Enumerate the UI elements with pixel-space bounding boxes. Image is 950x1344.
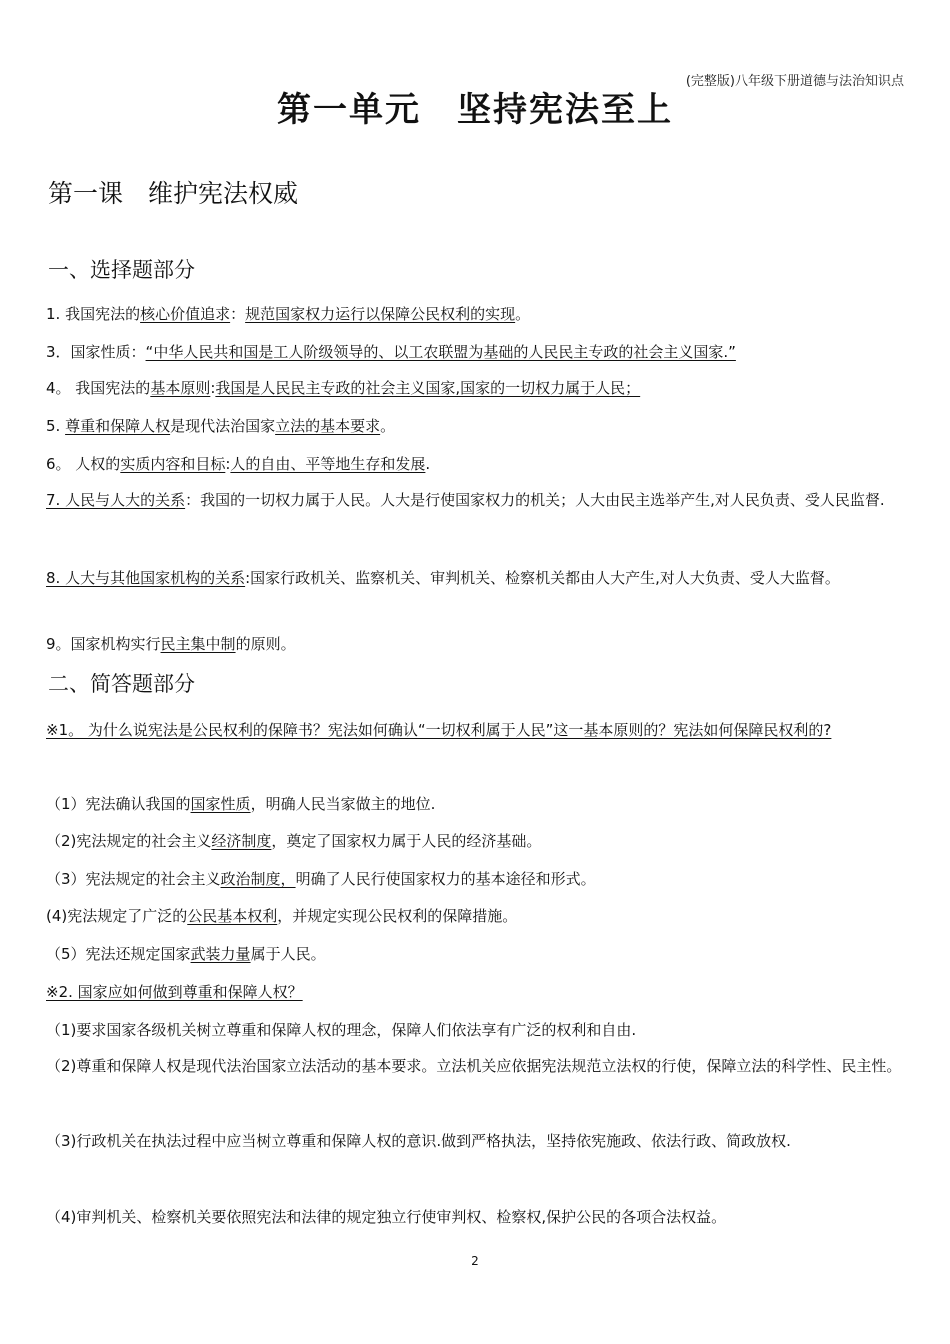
answer-text: ，明确人民当家做主的地位. — [250, 795, 436, 813]
answer-text: （1）宪法确认我国的 — [46, 795, 191, 813]
item-text: :国家行政机关、监察机关、审判机关、检察机关都由人大产生,对人大负责、受人大监督。 — [245, 569, 840, 587]
answer-key-term: 国家性质 — [190, 795, 251, 813]
answer-key-term: 公民基本权利 — [187, 907, 278, 925]
item-text: 。 — [380, 417, 396, 435]
item-text: 的原则。 — [235, 635, 296, 653]
answer-text: （5）宪法还规定国家 — [46, 945, 191, 963]
item-key-term: 民主集中制 — [160, 635, 236, 653]
lesson-title: 第一课 维护宪法权威 — [48, 179, 299, 208]
item-key-term: 8. 人大与其他国家机构的关系 — [46, 569, 246, 587]
q2-answer-1: （1)要求国家各级机关树立尊重和保障人权的理念，保障人们依法享有广泛的权利和自由. — [46, 1021, 637, 1039]
choice-item-1 — [46, 304, 908, 324]
item-key-term: 实质内容和目标 — [120, 455, 226, 473]
item-key-term: 立法的基本要求 — [275, 417, 381, 435]
question-2 — [46, 982, 908, 1002]
item-text: 1. 我国宪法的 — [46, 305, 141, 323]
item-text: 5. — [46, 417, 66, 435]
document-header-label: (完整版)八年级下册道德与法治知识点 — [685, 74, 904, 89]
page-number: 2 — [471, 1254, 479, 1268]
answer-text: (4)宪法规定了广泛的 — [46, 907, 188, 925]
item-text: 4。 我国宪法的 — [46, 379, 151, 397]
answer-text: （2)宪法规定的社会主义 — [46, 832, 212, 850]
item-text: 是现代法治国家 — [170, 417, 276, 435]
choice-item-3 — [46, 342, 908, 362]
item-text: 。 — [515, 305, 531, 323]
item-text: : — [225, 455, 231, 473]
choice-item-5 — [46, 416, 908, 436]
item-key-term: 尊重和保障人权 — [65, 417, 171, 435]
unit-title: 第一单元 坚持宪法至上 — [277, 90, 673, 130]
q1-answer-2 — [46, 831, 908, 851]
item-text: ： — [230, 305, 246, 323]
item-text: . — [425, 455, 431, 473]
choice-item-9 — [46, 634, 908, 654]
item-text: 6。 人权的 — [46, 455, 121, 473]
question-text: ※2. 国家应如何做到尊重和保障人权？ — [46, 983, 303, 1001]
question-1: ※1。 为什么说宪法是公民权利的保障书？宪法如何确认“一切权利属于人民”这一基本原则的？宪法如何保障民权利的? — [46, 721, 832, 739]
item-text: : — [210, 379, 216, 397]
item-key-term: 基本原则 — [150, 379, 211, 397]
answer-key-term: 政治制度， — [220, 870, 296, 888]
item-key-term: 规范国家权力运行以保障公民权利的实现 — [245, 305, 516, 323]
item-key-term: 7. 人民与人大的关系 — [46, 491, 186, 509]
choice-item-4 — [46, 378, 908, 398]
item-key-term: 核心价值追求 — [140, 305, 231, 323]
q2-answer-3: （3)行政机关在执法过程中应当树立尊重和保障人权的意识.做到严格执法，坚持依宪施政、依法行政、简政放权. — [46, 1132, 791, 1150]
answer-key-term: 武装力量 — [190, 945, 251, 963]
item-key-term: 我国是人民民主专政的社会主义国家,国家的一切权力属于人民； — [215, 379, 641, 397]
q1-answer-3 — [46, 869, 908, 889]
choice-item-8 — [46, 560, 908, 596]
item-key-term: “中华人民共和国是工人阶级领导的、以工农联盟为基础的人民民主专政的社会主义国家.” — [145, 343, 736, 361]
answer-text: ，奠定了国家权力属于人民的经济基础。 — [271, 832, 542, 850]
answer-text: 属于人民。 — [250, 945, 326, 963]
answer-key-term: 经济制度 — [211, 832, 272, 850]
q1-answer-5 — [46, 944, 908, 964]
item-text: 9。国家机构实行 — [46, 635, 161, 653]
q2-answer-2: （2)尊重和保障人权是现代法治国家立法活动的基本要求。立法机关应依据宪法规范立法权的行使，保障立法的科学性、民主性。 — [46, 1057, 902, 1075]
item-text: ：我国的一切权力属于人民。人大是行使国家权力的机关；人大由民主选举产生,对人民负责、受人民监督. — [185, 491, 885, 509]
answer-text: 明确了人民行使国家权力的基本途径和形式。 — [295, 870, 596, 888]
choice-item-7 — [46, 482, 908, 518]
choice-item-6 — [46, 454, 908, 474]
item-key-term: 人的自由、平等地生存和发展 — [230, 455, 426, 473]
answer-text: （3）宪法规定的社会主义 — [46, 870, 221, 888]
q1-answer-1 — [46, 794, 908, 814]
q2-answer-4: （4)审判机关、检察机关要依照宪法和法律的规定独立行使审判权、检察权,保护公民的各项合法权益。 — [46, 1208, 727, 1226]
answer-text: ，并规定实现公民权利的保障措施。 — [277, 907, 518, 925]
section-title-short-answer: 二、简答题部分 — [48, 672, 195, 696]
q1-answer-4 — [46, 906, 908, 926]
item-text: 3．国家性质： — [46, 343, 146, 361]
section-title-choice: 一、选择题部分 — [48, 258, 195, 282]
